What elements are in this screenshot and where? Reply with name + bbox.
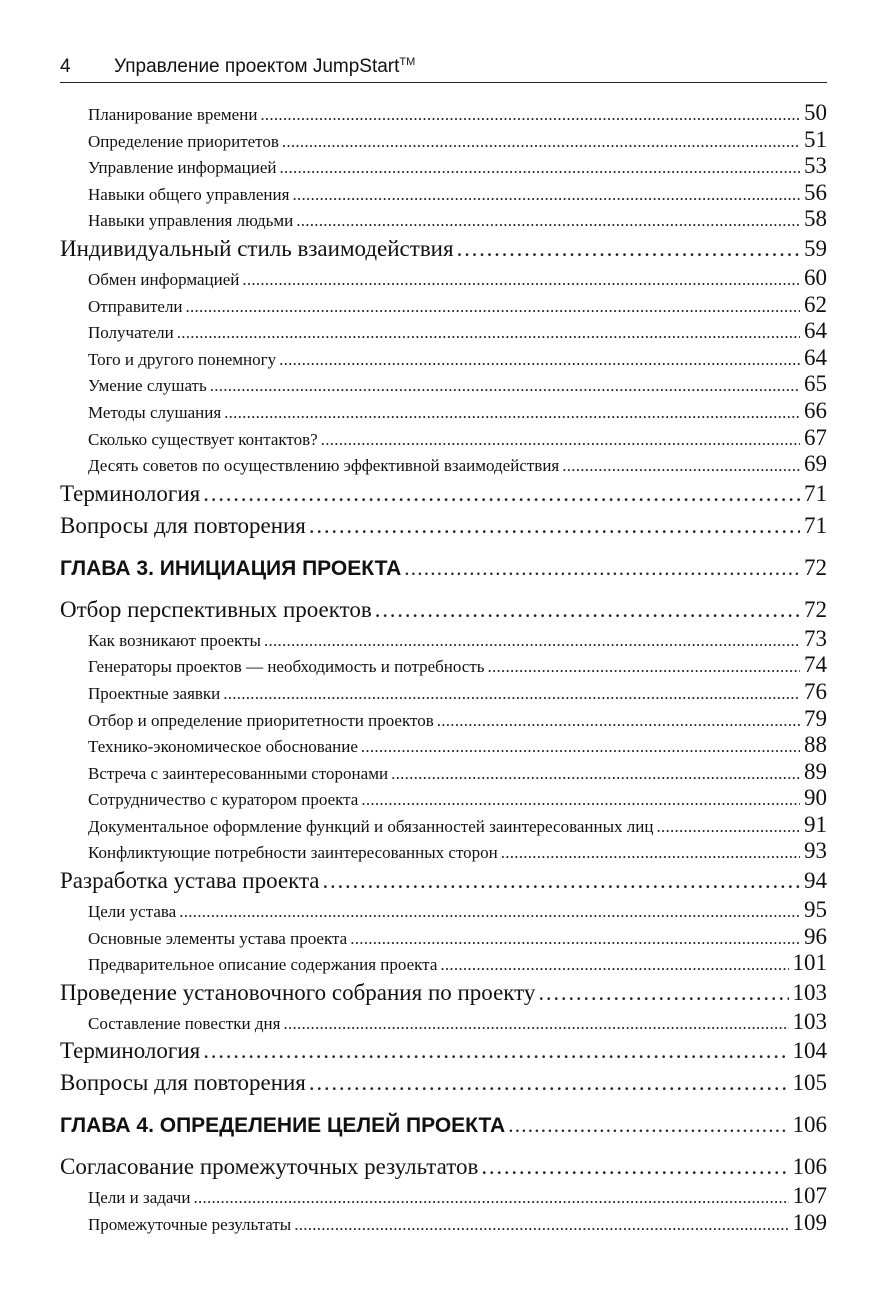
dot-leader — [292, 182, 800, 207]
toc-entry-sub — [60, 706, 827, 733]
toc-entry-title: Методы слушания — [88, 402, 222, 422]
toc-entry-title: Отбор перспективных проектов — [60, 596, 372, 622]
dot-leader — [242, 267, 800, 292]
toc-entry-page: 103 — [792, 1008, 827, 1034]
toc-entry-title: Отправители — [88, 296, 183, 316]
toc-entry-page: 109 — [792, 1210, 827, 1236]
toc-entry-page: 79 — [804, 705, 827, 731]
toc-entry-sub — [60, 626, 827, 653]
toc-entry-sub — [60, 127, 827, 154]
toc-entry-main — [60, 478, 827, 510]
dot-leader — [538, 977, 788, 1009]
toc-entry-title: Промежуточные результаты — [88, 1215, 292, 1235]
toc-entry-title: ГЛАВА 4. ОПРЕДЕЛЕНИЕ ЦЕЛЕЙ ПРОЕКТА — [60, 1114, 506, 1138]
toc-entry-title: Цели устава — [88, 902, 177, 922]
dot-leader — [193, 1185, 788, 1210]
toc-entry-main — [60, 594, 827, 626]
toc-entry-page: 62 — [804, 291, 827, 317]
toc-entry-page: 74 — [804, 652, 827, 678]
dot-leader — [501, 840, 800, 865]
toc-entry-title: Обмен информацией — [88, 269, 240, 289]
dot-leader — [296, 208, 800, 233]
dot-leader — [179, 899, 800, 924]
toc-entry-page: 106 — [792, 1112, 827, 1138]
running-header — [60, 56, 827, 83]
toc-entry-sub — [60, 812, 827, 839]
toc-entry-page: 56 — [804, 179, 827, 205]
dot-leader — [404, 548, 800, 588]
toc-entry-title: Сколько существует контактов? — [88, 429, 318, 449]
toc-entry-page: 88 — [804, 732, 827, 758]
toc-entry-page: 72 — [804, 596, 827, 622]
page-number: 4 — [60, 56, 71, 77]
toc-entry-sub — [60, 1009, 827, 1036]
toc-entry-sub — [60, 425, 827, 452]
dot-leader — [186, 294, 800, 319]
dot-leader — [260, 102, 800, 127]
dot-leader — [210, 373, 800, 398]
toc-entry-page: 50 — [804, 100, 827, 125]
toc-entry-title: Предварительное описание содержания проекта — [88, 955, 438, 975]
toc-entry-page: 58 — [804, 206, 827, 232]
toc-entry-sub — [60, 950, 827, 977]
toc-entry-sub — [60, 265, 827, 292]
dot-leader — [309, 1067, 789, 1099]
toc-entry-page: 64 — [804, 344, 827, 370]
toc-entry-title: Конфликтующие потребности заинтересованных сторон — [88, 843, 498, 863]
dot-leader — [562, 453, 800, 478]
toc-entry-title: Цели и задачи — [88, 1188, 191, 1208]
toc-entry-main — [60, 1151, 827, 1183]
dot-leader — [361, 787, 800, 812]
toc-entry-sub — [60, 759, 827, 786]
dot-leader — [350, 926, 800, 951]
toc-entry-title: Умение слушать — [88, 376, 207, 396]
toc-entry-page: 103 — [792, 979, 827, 1005]
toc-entry-sub — [60, 100, 827, 127]
toc-entry-sub — [60, 371, 827, 398]
toc-entry-page: 65 — [804, 371, 827, 397]
dot-leader — [508, 1105, 788, 1145]
toc-entry-sub — [60, 180, 827, 207]
toc-entry-sub — [60, 292, 827, 319]
toc-entry-title: Отбор и определение приоритетности проектов — [88, 710, 434, 730]
dot-leader — [203, 1035, 788, 1067]
toc-entry-page: 96 — [804, 923, 827, 949]
toc-entry-title: Как возникают проекты — [88, 630, 261, 650]
toc-entry-title: Терминология — [60, 480, 201, 506]
toc-entry-page: 73 — [804, 625, 827, 651]
toc-entry-title: Индивидуальный стиль взаимодействия — [60, 235, 454, 261]
dot-leader — [294, 1212, 788, 1237]
toc-entry-title: Технико-экономическое обоснование — [88, 737, 358, 757]
book-title-text: Управление проектом JumpStart — [114, 56, 400, 77]
toc-entry-page: 91 — [804, 811, 827, 837]
toc-entry-page: 53 — [804, 153, 827, 179]
toc-entry-title: Основные элементы устава проекта — [88, 928, 348, 948]
toc-entry-title: Вопросы для повторения — [60, 512, 306, 538]
toc-entry-title: Проведение установочного собрания по проекту — [60, 979, 536, 1005]
dot-leader — [481, 1151, 788, 1183]
toc-entry-sub — [60, 1183, 827, 1210]
toc-entry-sub — [60, 206, 827, 233]
toc-entry-main — [60, 1035, 827, 1067]
toc-entry-page: 95 — [804, 897, 827, 923]
toc-entry-page: 71 — [804, 480, 827, 506]
trademark-sign: TM — [399, 56, 416, 68]
toc-entry-page: 64 — [804, 318, 827, 344]
book-title — [114, 56, 415, 78]
toc-entry-title: Определение приоритетов — [88, 131, 279, 151]
toc-entry-page: 104 — [792, 1038, 827, 1064]
toc-entry-page: 69 — [804, 451, 827, 477]
toc-entry-page: 94 — [804, 868, 827, 894]
toc-entry-page: 107 — [792, 1183, 827, 1209]
toc-entry-main — [60, 977, 827, 1009]
toc-entry-page: 59 — [804, 235, 827, 261]
toc-entry-title: Сотрудничество с куратором проекта — [88, 790, 359, 810]
toc-entry-page: 71 — [804, 512, 827, 538]
toc-entry-title: Вопросы для повторения — [60, 1070, 306, 1096]
toc-entry-page: 60 — [804, 264, 827, 290]
dot-leader — [203, 478, 800, 510]
dot-leader — [361, 734, 800, 759]
toc-entry-title: ГЛАВА 3. ИНИЦИАЦИЯ ПРОЕКТА — [60, 556, 402, 580]
dot-leader — [283, 1011, 788, 1036]
toc-entry-sub — [60, 924, 827, 951]
dot-leader — [437, 708, 800, 733]
toc-entry-main — [60, 233, 827, 265]
toc-entry-title: Терминология — [60, 1038, 201, 1064]
toc-entry-page: 93 — [804, 838, 827, 864]
toc-entry-main — [60, 510, 827, 542]
dot-leader — [488, 654, 800, 679]
toc-entry-sub — [60, 838, 827, 865]
dot-leader — [375, 594, 800, 626]
toc-entry-title: Разработка устава проекта — [60, 868, 320, 894]
dot-leader — [321, 427, 800, 452]
toc-entry-sub — [60, 153, 827, 180]
dot-leader — [280, 155, 801, 180]
toc-entry-page: 89 — [804, 758, 827, 784]
toc-entry-chapter — [60, 548, 827, 588]
toc-entry-sub — [60, 451, 827, 478]
dot-leader — [264, 628, 800, 653]
toc-entry-sub — [60, 318, 827, 345]
toc-entry-title: Того и другого понемногу — [88, 349, 277, 369]
toc-entry-sub — [60, 679, 827, 706]
dot-leader — [440, 952, 788, 977]
toc-entry-title: Генераторы проектов — необходимость и потребность — [88, 657, 485, 677]
toc-entry-sub — [60, 897, 827, 924]
toc-entry-title: Десять советов по осуществлению эффективной взаимодействия — [88, 456, 560, 476]
dot-leader — [656, 814, 800, 839]
toc-entry-title: Навыки общего управления — [88, 184, 290, 204]
toc-entry-page: 66 — [804, 397, 827, 423]
toc-entry-title: Планирование времени — [88, 105, 258, 124]
toc-entry-chapter — [60, 1105, 827, 1145]
toc-entry-page: 51 — [804, 126, 827, 152]
dot-leader — [323, 865, 800, 897]
dot-leader — [279, 347, 800, 372]
toc-entry-page: 67 — [804, 424, 827, 450]
table-of-contents — [60, 100, 827, 1237]
toc-entry-page: 101 — [792, 950, 827, 976]
toc-entry-sub — [60, 652, 827, 679]
toc-entry-title: Управление информацией — [88, 158, 277, 178]
toc-entry-title: Навыки управления людьми — [88, 211, 294, 231]
toc-entry-title: Документальное оформление функций и обязанностей заинтересованных лиц — [88, 816, 654, 836]
toc-entry-page: 106 — [792, 1154, 827, 1180]
toc-entry-sub — [60, 345, 827, 372]
toc-entry-page: 72 — [804, 554, 827, 580]
toc-entry-main — [60, 865, 827, 897]
toc-entry-title: Составление повестки дня — [88, 1013, 281, 1033]
dot-leader — [282, 129, 800, 154]
dot-leader — [223, 681, 800, 706]
dot-leader — [391, 761, 800, 786]
toc-entry-title: Встреча с заинтересованными сторонами — [88, 763, 389, 783]
toc-entry-page: 90 — [804, 785, 827, 811]
dot-leader — [224, 400, 800, 425]
dot-leader — [457, 233, 800, 265]
dot-leader — [309, 510, 800, 542]
toc-entry-sub — [60, 785, 827, 812]
toc-entry-title: Получатели — [88, 323, 174, 343]
toc-entry-title: Проектные заявки — [88, 683, 221, 703]
toc-entry-title: Согласование промежуточных результатов — [60, 1154, 479, 1180]
dot-leader — [177, 320, 800, 345]
toc-entry-sub — [60, 1210, 827, 1237]
toc-entry-main — [60, 1067, 827, 1099]
toc-entry-page: 105 — [792, 1070, 827, 1096]
toc-entry-sub — [60, 732, 827, 759]
toc-entry-sub — [60, 398, 827, 425]
toc-entry-page: 76 — [804, 678, 827, 704]
